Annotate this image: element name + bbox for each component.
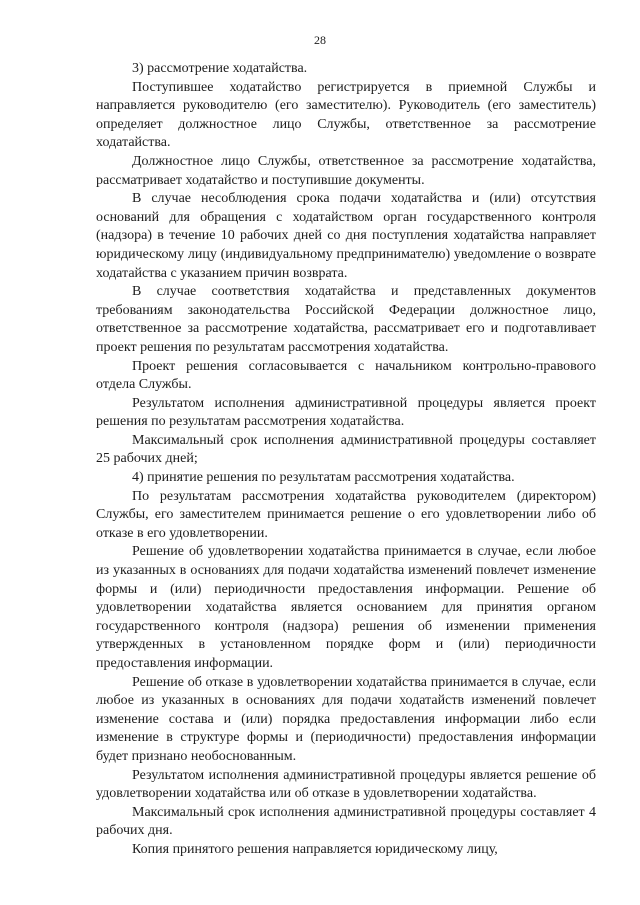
paragraph-4: В случае несоблюдения срока подачи ходатайства и (или) отсутствия оснований для обращения с ходатайством орган государственного контроля (надзора) в течение 10 рабочих дней со дня поступления ходатайства направляет юридическому лицу (индивидуальному предпринимателю) уведомление о возврате ходатайства с указанием причин возврата. <box>96 191 596 281</box>
paragraph-2: Поступившее ходатайство регистрируется в приемной Службы и направляется руководителю (его заместителю). Руководитель (его заместитель) определяет должностное лицо Службы, ответственное за рассмотрение ходатайства. <box>96 79 596 151</box>
paragraph-9: 4) принятие решения по результатам рассмотрения ходатайства. <box>132 470 515 486</box>
paragraph-8: Максимальный срок исполнения административной процедуры составляет 25 рабочих дней; <box>96 432 596 467</box>
paragraph-3: Должностное лицо Службы, ответственное за рассмотрение ходатайства, рассматривает ходатайство и поступившие документы. <box>96 153 596 188</box>
paragraph-10: По результатам рассмотрения ходатайства руководителем (директором) Службы, его заместителем принимается решение о его удовлетворении либо об отказе в его удовлетворении. <box>96 488 596 541</box>
paragraph-5: В случае соответствия ходатайства и представленных документов требованиям законодательства Российской Федерации должностное лицо, ответственное за рассмотрение ходатайства, рассматривает его и подготавливает проект решения по результатам рассмотрения ходатайства. <box>96 284 596 355</box>
paragraph-13: Результатом исполнения административной процедуры является решение об удовлетворении ходатайства или об отказе в удовлетворении ходатайства. <box>96 767 596 802</box>
page-number: 28 <box>314 33 326 47</box>
paragraph-6: Проект решения согласовывается с начальником контрольно-правового отдела Службы. <box>96 358 596 393</box>
paragraph-15: Копия принятого решения направляется юридическому лицу, <box>132 841 498 857</box>
document-body <box>96 60 596 860</box>
paragraph-7: Результатом исполнения административной процедуры является проект решения по результатам рассмотрения ходатайства. <box>96 395 596 430</box>
paragraph-1: 3) рассмотрение ходатайства. <box>132 61 308 76</box>
paragraph-14: Максимальный срок исполнения административной процедуры составляет 4 рабочих дня. <box>96 804 596 839</box>
paragraph-11: Решение об удовлетворении ходатайства принимается в случае, если любое из указанных в основаниях для подачи ходатайства изменений повлечет изменение формы и (или) периодичности предоставления информации. Решение об удовлетворении ходатайства является основанием для принятия органом государственного контроля (надзора) решения об изменении применения утвержденных в установленном порядке форм и (или) периодичности предоставления информации. <box>96 544 596 671</box>
paragraph-12: Решение об отказе в удовлетворении ходатайства принимается в случае, если любое из указанных в основаниях для подачи ходатайств изменений повлечет изменение состава и (или) порядка предоставления информации либо если изменение в структуре формы и (периодичности) предоставления информации будет признано необоснованным. <box>96 674 596 764</box>
